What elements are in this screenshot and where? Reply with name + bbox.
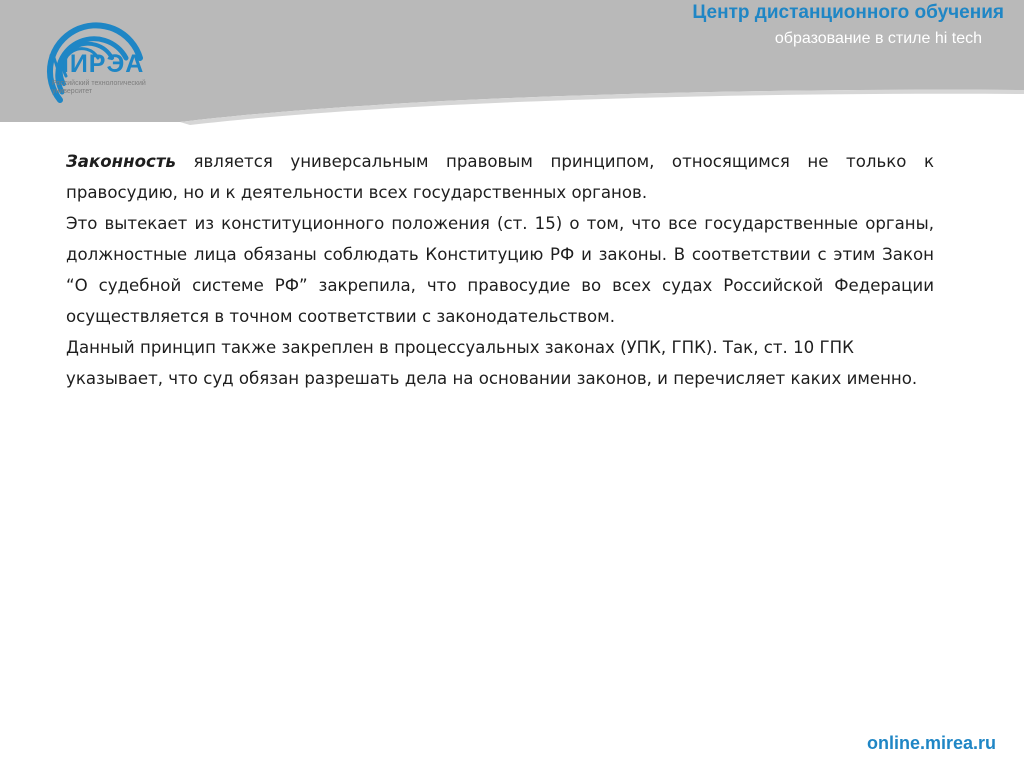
mirea-logo <box>0 0 200 125</box>
header-subtitle: образование в стиле hi tech <box>774 30 982 47</box>
paragraph-constitution: Это вытекает из конституционного положения (ст. 15) о том, что все государственные органы, должностные лица обязаны соблюдать Конституцию РФ и законы. В соответствии с этим Закон “О судебной системе РФ” закрепила, что правосудие во всех судах Российской Федерации осуществляется в точном соответствии с законодательством. <box>66 214 934 326</box>
paragraph-procedural-laws: Данный принцип также закреплен в процессуальных законах (УПК, ГПК). Так, ст. 10 ГПК указывает, что суд обязан разрешать дела на основании законов, и перечисляет каких именно. <box>66 338 918 388</box>
term-legality: Законность <box>66 152 176 171</box>
header-band <box>0 0 1024 125</box>
paragraph-legality <box>66 146 934 208</box>
slide-body <box>66 146 934 394</box>
logo-subtitle: Российский технологический университет <box>52 80 146 95</box>
footer-website-link[interactable]: online.mirea.ru <box>866 733 996 753</box>
logo-wordmark: МИРЭА <box>48 50 145 78</box>
paragraph-legality-text: является универсальным правовым принципом, относящимся не только к правосудию, но и к деятельности всех государственных органов. <box>66 152 934 202</box>
header-title: Центр дистанционного обучения <box>692 2 1004 23</box>
